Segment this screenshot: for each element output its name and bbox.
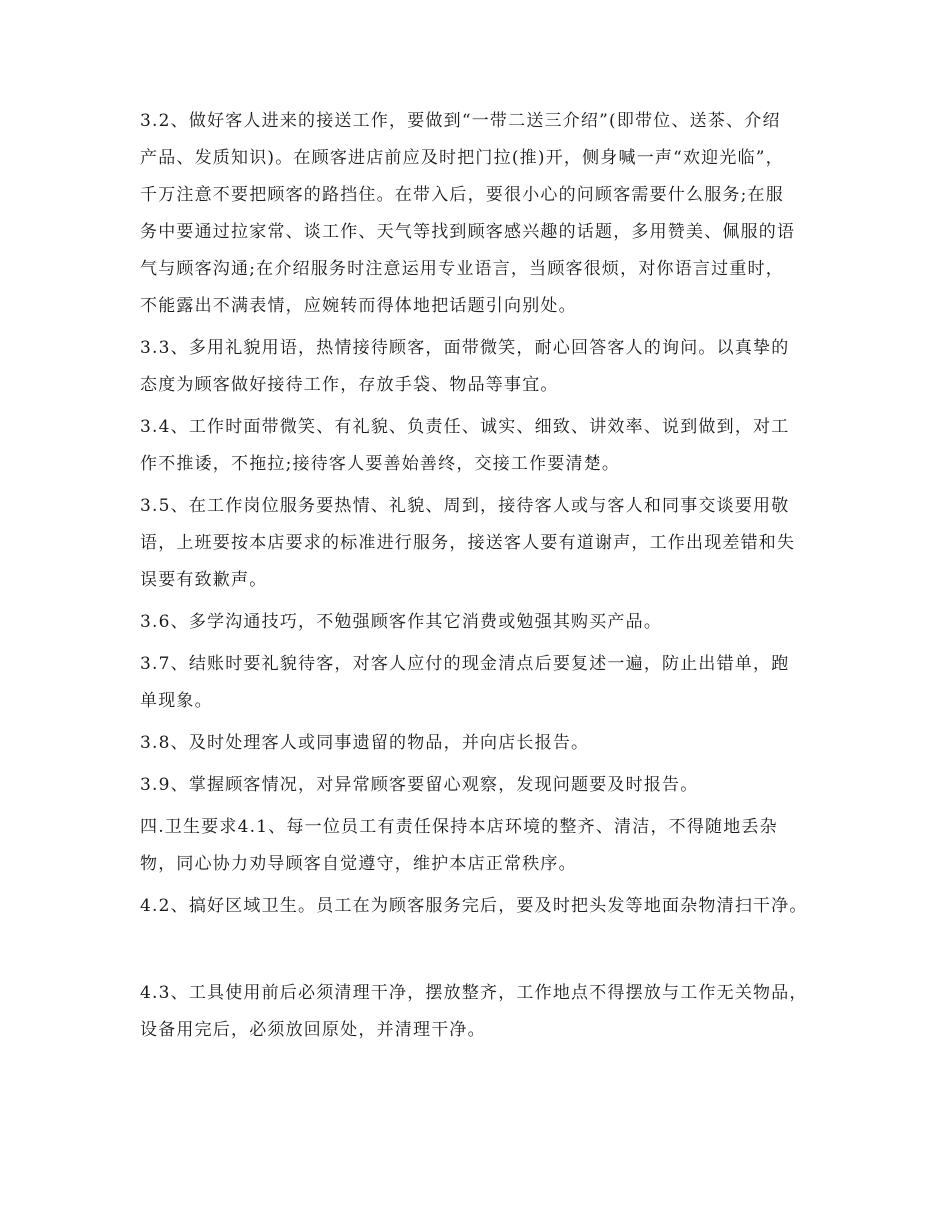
text-line: 气与顾客沟通;在介绍服务时注意运用专业语言，当顾客很烦，对你语言过重时， (140, 259, 784, 279)
text-line: 作不推诿，不拖拉;接待客人要善始善终，交接工作要清楚。 (140, 454, 621, 474)
blank-space (140, 930, 812, 975)
text-line: 3.7、结账时要礼貌待客，对客人应付的现金清点后要复述一遍，防止出错单，跑 (140, 654, 790, 674)
paragraph-3-8 (140, 725, 812, 762)
text-line: 3.8、及时处理客人或同事遗留的物品，并向店长报告。 (140, 733, 590, 753)
paragraph-3-7 (140, 646, 812, 720)
text-line: 单现象。 (140, 691, 213, 711)
text-line: 3.5、在工作岗位服务要热情、礼貌、周到，接待客人或与客人和同事交谈要用敬 (140, 496, 790, 516)
text-line: 设备用完后，必须放回原处，并清理干净。 (140, 1020, 486, 1040)
text-line: 物，同心协力劝导顾客自觉遵守，维护本店正常秩序。 (140, 854, 577, 874)
text-line: 态度为顾客做好接待工作，存放手袋、物品等事宜。 (140, 375, 559, 395)
paragraph-3-9 (140, 767, 812, 804)
paragraph-3-3 (140, 330, 812, 404)
paragraph-3-5 (140, 488, 812, 599)
text-line: 4.2、搞好区域卫生。员工在为顾客服务完后，要及时把头发等地面杂物清扫干净。 (140, 896, 808, 916)
text-line: 千万注意不要把顾客的路挡住。在带入后，要很小心的问顾客需要什么服务;在服 (140, 185, 784, 205)
paragraph-3-4 (140, 409, 812, 483)
paragraph-3-6 (140, 604, 812, 641)
text-line: 不能露出不满表情，应婉转而得体地把话题引向别处。 (140, 296, 577, 316)
text-line: 3.9、掌握顾客情况，对异常顾客要留心观察，发现问题要及时报告。 (140, 775, 699, 795)
paragraph-4-3 (140, 975, 812, 1049)
text-line: 4.3、工具使用前后必须清理干净，摆放整齐，工作地点不得摆放与工作无关物品， (140, 983, 808, 1003)
paragraph-3-2 (140, 103, 812, 325)
text-line: 务中要通过拉家常、谈工作、天气等找到顾客感兴趣的话题，多用赞美、佩服的语 (140, 222, 796, 242)
text-line: 四.卫生要求4.1、每一位员工有责任保持本店环境的整齐、清洁，不得随地丢杂 (140, 817, 778, 837)
paragraph-4-1 (140, 809, 812, 883)
text-line: 3.2、做好客人进来的接送工作，要做到“一带二送三介绍”(即带位、送茶、介绍 (140, 111, 781, 131)
text-line: 3.4、工作时面带微笑、有礼貌、负责任、诚实、细致、讲效率、说到做到，对工 (140, 417, 790, 437)
text-line: 3.3、多用礼貌用语，热情接待顾客，面带微笑，耐心回答客人的询问。以真挚的 (140, 338, 790, 358)
text-line: 语，上班要按本店要求的标准进行服务，接送客人要有道谢声，工作出现差错和失 (140, 533, 796, 553)
text-line: 产品、发质知识)。在顾客进店前应及时把门拉(推)开，侧身喊一声“欢迎光临”， (140, 148, 784, 168)
text-line: 误要有致歉声。 (140, 570, 268, 590)
document-body (140, 103, 812, 1054)
text-line: 3.6、多学沟通技巧，不勉强顾客作其它消费或勉强其购买产品。 (140, 612, 663, 632)
paragraph-4-2 (140, 888, 812, 925)
